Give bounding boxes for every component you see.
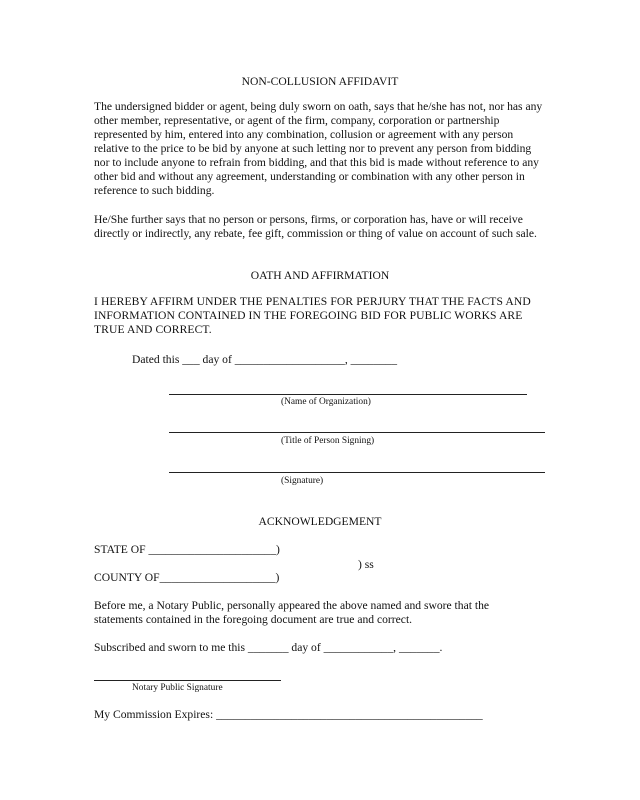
acknowledgement-heading: ACKNOWLEDGEMENT (258, 515, 382, 528)
organization-caption: (Name of Organization) (281, 397, 371, 407)
title-caption: (Title of Person Signing) (281, 436, 375, 446)
state-line: STATE OF ______________________) (94, 543, 280, 556)
organization-signature-line (169, 394, 527, 395)
signature-line (169, 472, 545, 473)
ss-mark: ) ss (358, 558, 374, 571)
document-title: NON-COLLUSION AFFIDAVIT (241, 75, 399, 88)
county-line: COUNTY OF____________________) (94, 571, 280, 584)
perjury-affirmation: I HEREBY AFFIRM UNDER THE PENALTIES FOR PERJURY THAT THE FACTS AND INFORMATION CONTAINED IN THE FOREGOING BID FOR PUBLIC WORKS ARE TRUE AND CORRECT. (94, 295, 531, 336)
dated-line: Dated this ___ day of ___________________, ________ (132, 353, 398, 366)
subscribed-line: Subscribed and sworn to me this _______ day of ____________, _______. (94, 641, 443, 654)
rebate-statement-paragraph: He/She further says that no person or persons, firms, or corporation has, have or will receive directly or indirectly, any rebate, fee gift, commission or thing of value on account of such sale. (94, 213, 537, 240)
title-signature-line (169, 432, 545, 433)
signature-caption: (Signature) (281, 476, 324, 486)
notary-signature-line (94, 680, 281, 681)
notary-statement: Before me, a Notary Public, personally appeared the above named and swore that the statements contained in the foregoing document are true and correct. (94, 599, 490, 626)
oath-heading: OATH AND AFFIRMATION (250, 269, 390, 282)
notary-signature-caption: Notary Public Signature (132, 683, 223, 693)
collusion-statement-paragraph: The undersigned bidder or agent, being duly sworn on oath, says that he/she has not, nor has any other member, representative, or agent of the firm, company, corporation or partnership represented by him, entered into any combination, collusion or agreement with any person relative to the price to be bid by anyone at such letting nor to prevent any person from bidding nor to include anyone to refrain from bidding, and that this bid is made without reference to any other bid and without any agreement, understanding or combination with any other person in reference to such bidding. (94, 100, 543, 197)
commission-expires-line: My Commission Expires: ______________________________________________ (94, 708, 483, 721)
